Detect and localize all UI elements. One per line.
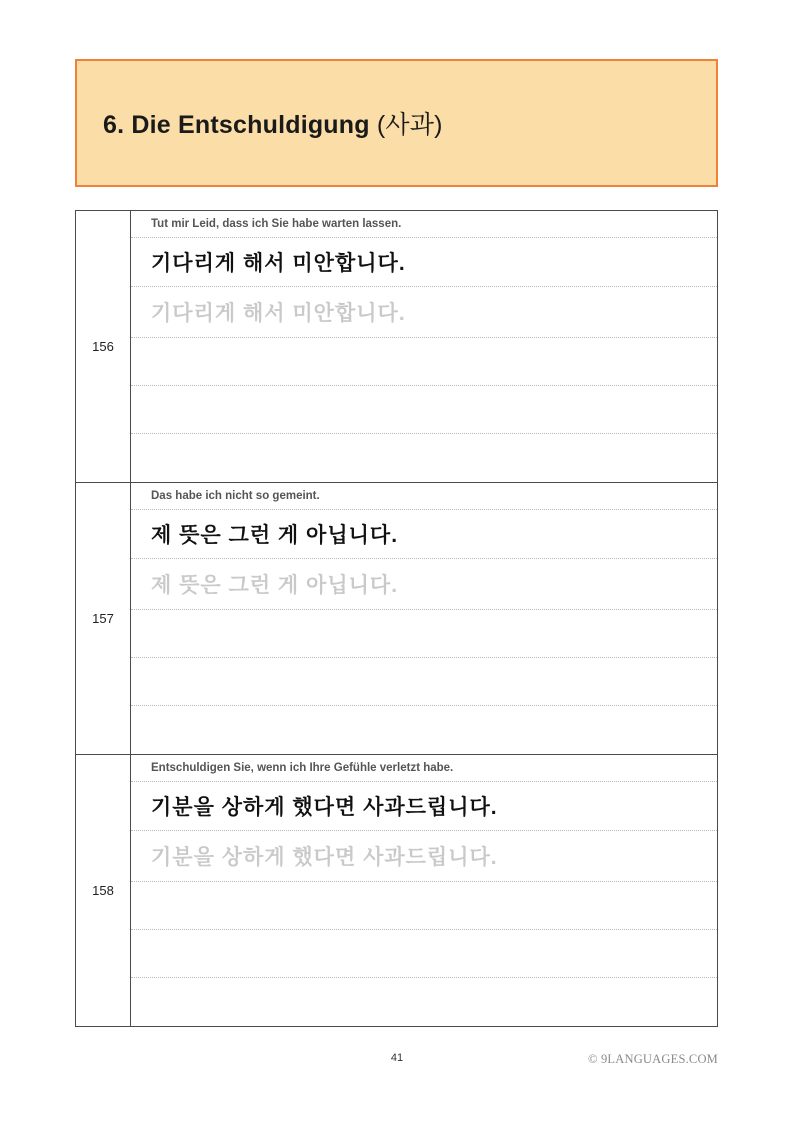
section-number: 6.	[103, 111, 125, 139]
entry-content	[131, 211, 717, 482]
section-title-de: Die Entschuldigung	[131, 111, 370, 139]
korean-tracing-guide: 기다리게 해서 미안합니다.	[131, 287, 717, 338]
page-number: 41	[390, 1052, 404, 1064]
korean-tracing-guide: 기분을 상하게 했다면 사과드립니다.	[131, 831, 717, 882]
table-row	[76, 755, 717, 1026]
writing-line[interactable]	[131, 434, 717, 482]
writing-line[interactable]	[131, 338, 717, 386]
section-title-ko: (사과)	[376, 111, 443, 139]
copyright-notice: © 9LANGUAGES.COM	[587, 1052, 718, 1066]
practice-table	[75, 210, 718, 1027]
entry-number: 157	[76, 483, 131, 754]
page-footer	[0, 1052, 794, 1076]
korean-sentence: 제 뜻은 그런 게 아닙니다.	[131, 510, 717, 559]
table-row	[76, 483, 717, 755]
entry-content	[131, 755, 717, 1026]
writing-line[interactable]	[131, 978, 717, 1026]
korean-sentence: 기다리게 해서 미안합니다.	[131, 238, 717, 287]
page-title	[77, 105, 443, 141]
entry-number: 156	[76, 211, 131, 482]
korean-tracing-guide: 제 뜻은 그런 게 아닙니다.	[131, 559, 717, 610]
german-sentence: Das habe ich nicht so gemeint.	[131, 483, 717, 510]
writing-line[interactable]	[131, 658, 717, 706]
korean-sentence: 기분을 상하게 했다면 사과드립니다.	[131, 782, 717, 831]
section-title-banner	[75, 59, 718, 187]
writing-line[interactable]	[131, 882, 717, 930]
writing-line[interactable]	[131, 706, 717, 754]
writing-line[interactable]	[131, 386, 717, 434]
table-row	[76, 211, 717, 483]
writing-line[interactable]	[131, 930, 717, 978]
entry-content	[131, 483, 717, 754]
german-sentence: Tut mir Leid, dass ich Sie habe warten lassen.	[131, 211, 717, 238]
writing-line[interactable]	[131, 610, 717, 658]
german-sentence: Entschuldigen Sie, wenn ich Ihre Gefühle verletzt habe.	[131, 755, 717, 782]
entry-number: 158	[76, 755, 131, 1026]
